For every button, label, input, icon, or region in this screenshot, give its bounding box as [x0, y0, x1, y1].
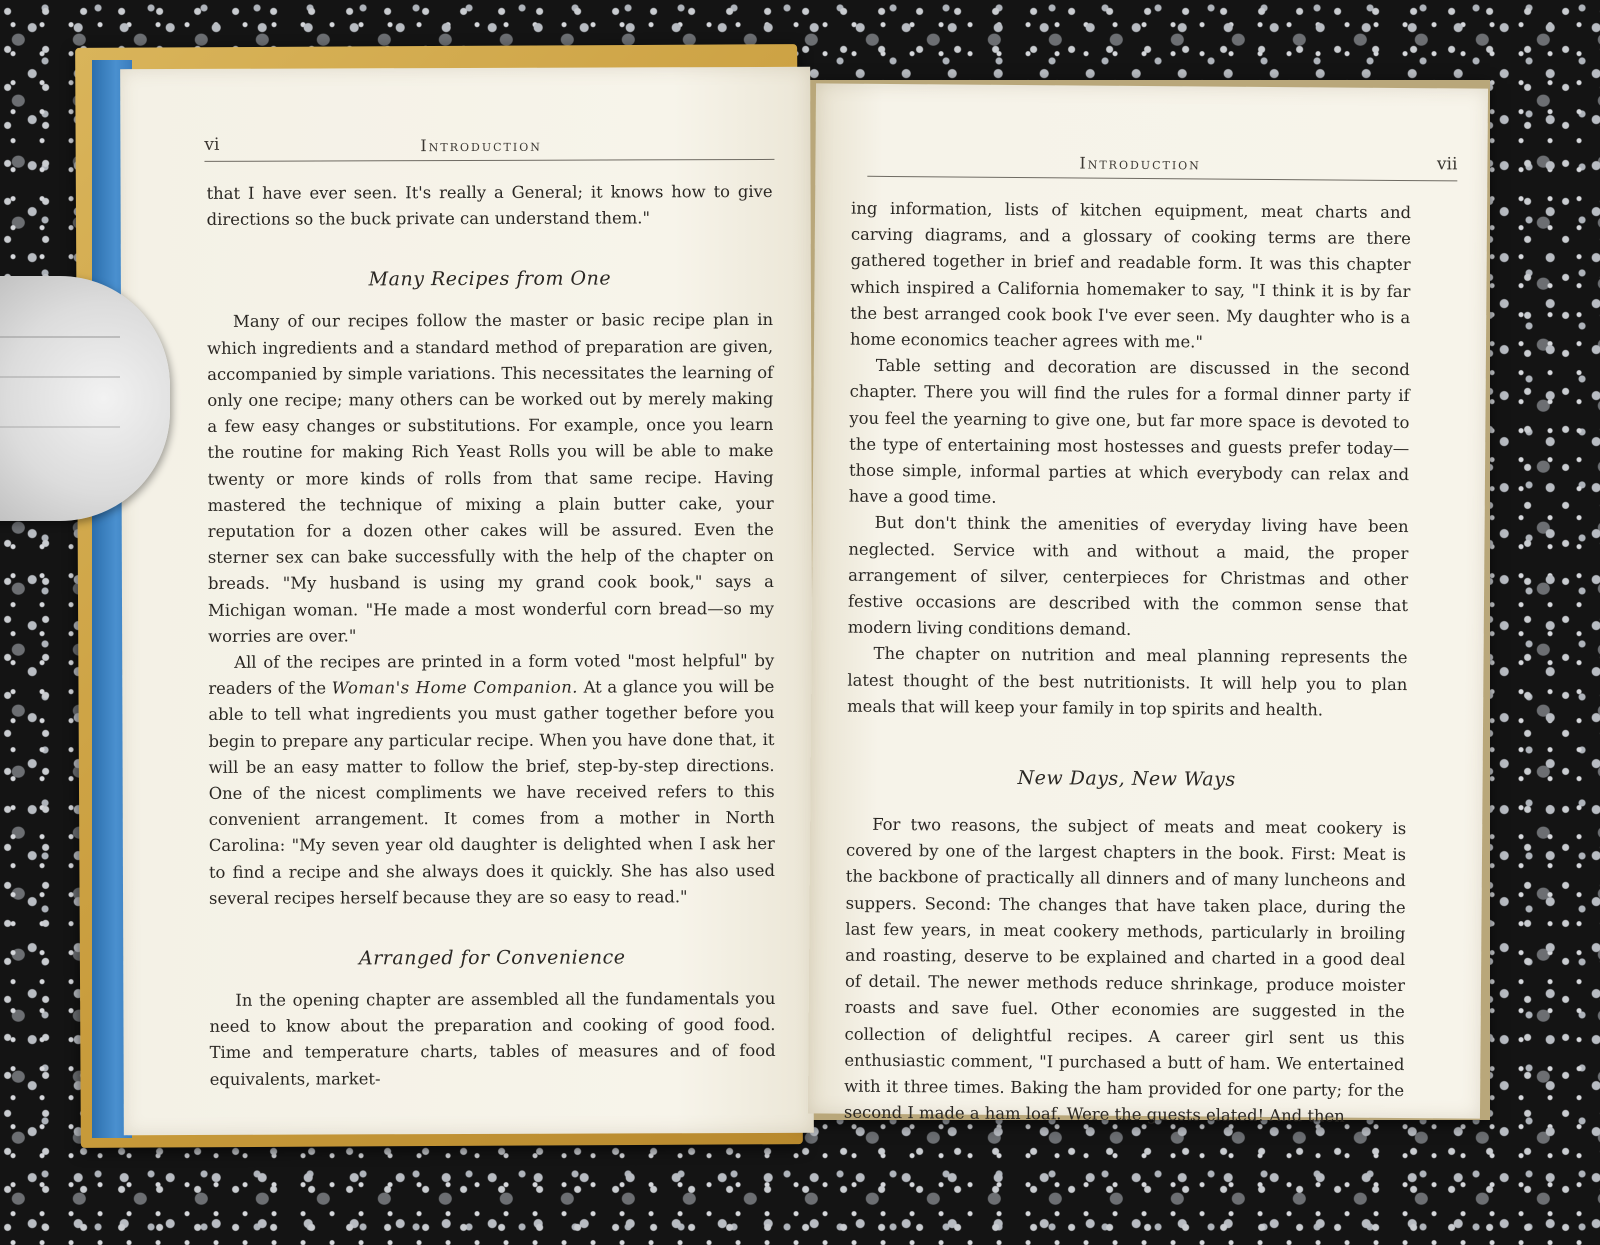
left-continued-text: that I have ever seen. It's really a General; it knows how to give directions so the buck private can understand them."	[206, 181, 773, 230]
right-page-number: vii	[1436, 154, 1458, 175]
paragraph	[208, 648, 775, 912]
paragraph-text: All of the recipes are printed in a form voted "most helpful" by readers of the	[208, 650, 775, 699]
paragraph-text: At a glance you will be able to tell what ingredients you must gather together before you begin to prepare any particular recipe. When you have done that, it will be an easy matter to follow the brief, step-by-step directions. One of the nicest compliments we have received refers to this convenient arrangement. It comes from a mother in North Carolina: "My seven year old daughter is delighted when I ask her to find a recipe and she always does it quickly. She has also used several recipes herself because they are so easy to read."	[208, 677, 775, 908]
left-running-head	[204, 133, 774, 162]
right-page	[808, 83, 1488, 1126]
left-page-body	[207, 179, 776, 1093]
right-running-head	[867, 150, 1457, 182]
left-page-number: vi	[204, 134, 220, 155]
section-heading-arranged: Arranged for Convenience	[358, 946, 626, 970]
paragraph: For two reasons, the subject of meats and meat cookery is covered by one of the largest chapters in the book. First: Meat is the backbone of practically all dinners and of many luncheons and suppers. Second: The changes that have taken place, during the last few years, in meat cookery methods, particularly in broiling and roasting, deserve to be explained and charted in a good deal of detail. The newer methods reduce shrinkage, produce moister roasts and save fuel. Other economies are suggested in the collection of delightful recipes. A career girl sent us this enthusiastic comment, "I purchased a butt of ham. We entertained with it three times. Baking the ham provided for one party; for the second I made a ham loaf. Were the guests elated! And then	[843, 814, 1407, 1126]
left-page	[120, 67, 814, 1135]
paragraph: Many of our recipes follow the master or basic recipe plan in which ingredients and a standard method of preparation are given, accompanied by simple variations. This necessitates the learning of only one recipe; many others can be worked out by merely making a few easy changes or substitutions. For example, once you learn the routine for making Rich Yeast Rolls you will be able to make twenty or more kinds of rolls from that same recipe. Having mastered the technique of mixing a plain butter cake, your reputation for a dozen other cakes will be assured. Even the sterner sex can bake successfully with the help of the chapter on breads. "My husband is using my grand cook book," says a Michigan woman. "He made a most wonderful corn bread—so my worries are over."	[207, 310, 775, 646]
right-page-body	[844, 196, 1411, 1131]
right-running-title: Introduction	[1079, 153, 1201, 174]
section-heading-many-recipes: Many Recipes from One	[368, 267, 612, 291]
paragraph: But don't think the amenities of everyday living have been neglected. Service with and without a maid, the proper arrangement of silver, centerpieces for Christmas and other festive occasions are described with the common sense that modern living conditions demand.	[847, 513, 1409, 640]
magazine-title: Woman's Home Companion.	[331, 677, 578, 698]
left-running-title: Introduction	[420, 135, 542, 156]
right-continued-text: ing information, lists of kitchen equipment, meat charts and carving diagrams, and a glossary of cooking terms are there gathered together in brief and readable form. It was this chapter which inspired a California homemaker to say, "I think it is by far the best arranged cook book I've ever seen. My daughter who is a home economics teacher agrees with me."	[849, 198, 1412, 352]
paragraph: Table setting and decoration are discussed in the second chapter. There you will find the rules for a formal dinner party if you feel the yearning to give one, but far more space is devoted to the type of entertaining most hostesses and guests prefer today—those simple, informal parties at which everybody can relax and have a good time.	[848, 356, 1410, 508]
paragraph: In the opening chapter are assembled all the fundamentals you need to know about the preparation and cooking of good food. Time and temperature charts, tables of measures and of food equivalents, market-	[209, 989, 776, 1089]
section-heading-new-days: New Days, New Ways	[1017, 767, 1236, 791]
paragraph: The chapter on nutrition and meal planning represents the latest thought of the best nutritionists. It will help you to plan meals that will keep your family in top spirits and health.	[847, 644, 1408, 720]
